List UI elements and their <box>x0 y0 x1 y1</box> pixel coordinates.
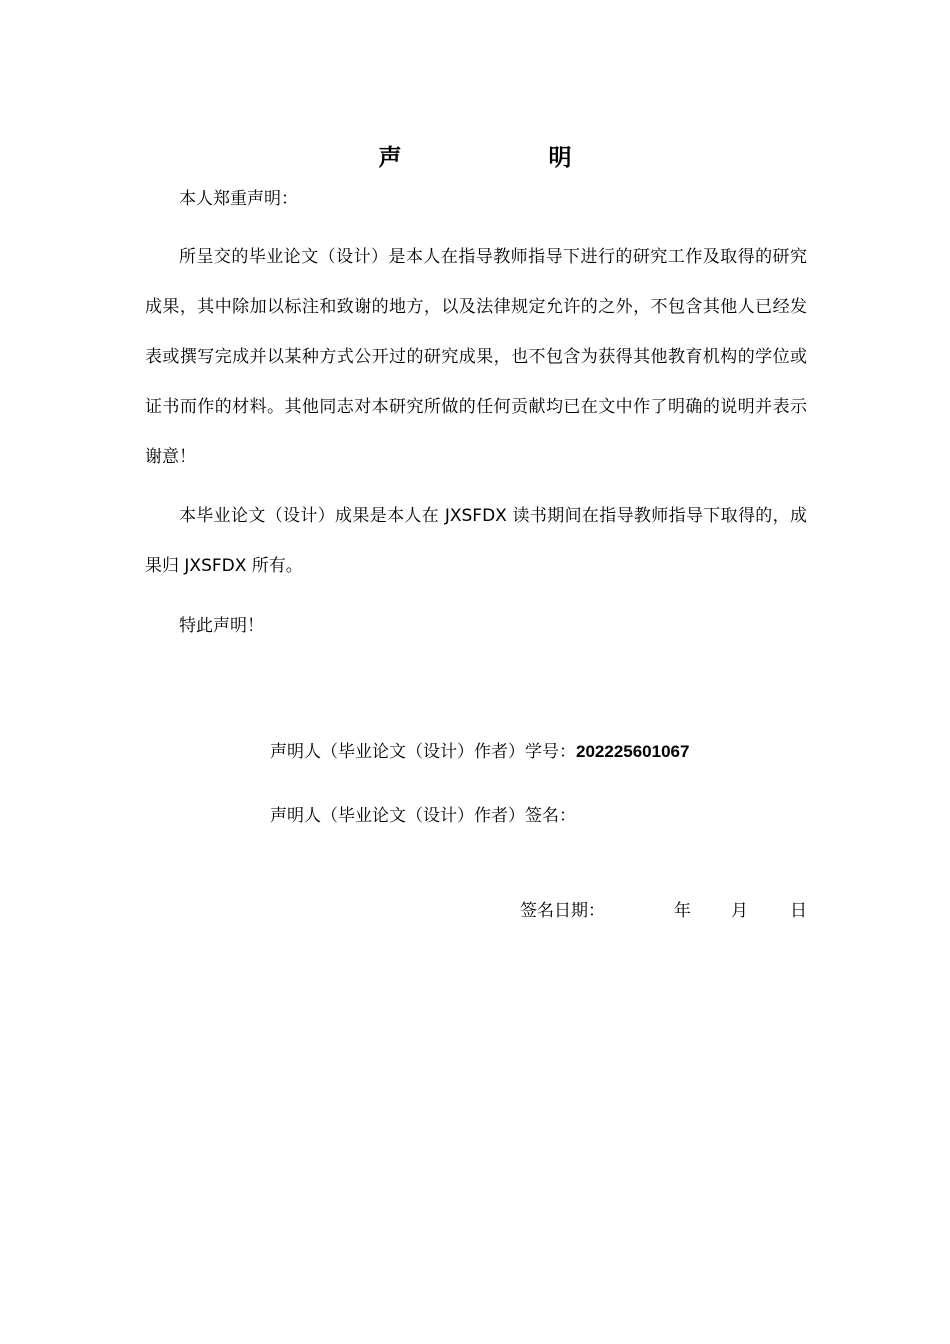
closing-line: 特此声明！ <box>179 616 264 636</box>
day-label: 日 <box>790 901 807 921</box>
student-id-label: 声明人（毕业论文（设计）作者）学号： <box>270 742 576 762</box>
page-title: 声 明 <box>378 145 634 171</box>
month-label: 月 <box>731 901 748 921</box>
intro-line: 本人郑重声明： <box>179 189 298 209</box>
student-id-value: 202225601067 <box>576 742 690 761</box>
declaration-paragraph-2: 本毕业论文（设计）成果是本人在 JXSFDX 读书期间在指导教师指导下取得的，成果归 JXSFDX 所有。 <box>145 506 807 576</box>
student-id-row <box>270 740 689 764</box>
sign-date-label: 签名日期： <box>520 901 605 921</box>
signature-label: 声明人（毕业论文（设计）作者）签名： <box>270 806 576 826</box>
signature-row <box>270 804 576 828</box>
year-label: 年 <box>674 901 691 921</box>
declaration-paragraph-1: 所呈交的毕业论文（设计）是本人在指导教师指导下进行的研究工作及取得的研究成果，其中除加以标注和致谢的地方，以及法律规定允许的之外，不包含其他人已经发表或撰写完成并以某种方式公开过的研究成果，也不包含为获得其他教育机构的学位或证书而作的材料。其他同志对本研究所做的任何贡献均已在文中作了明确的说明并表示谢意！ <box>145 247 807 467</box>
